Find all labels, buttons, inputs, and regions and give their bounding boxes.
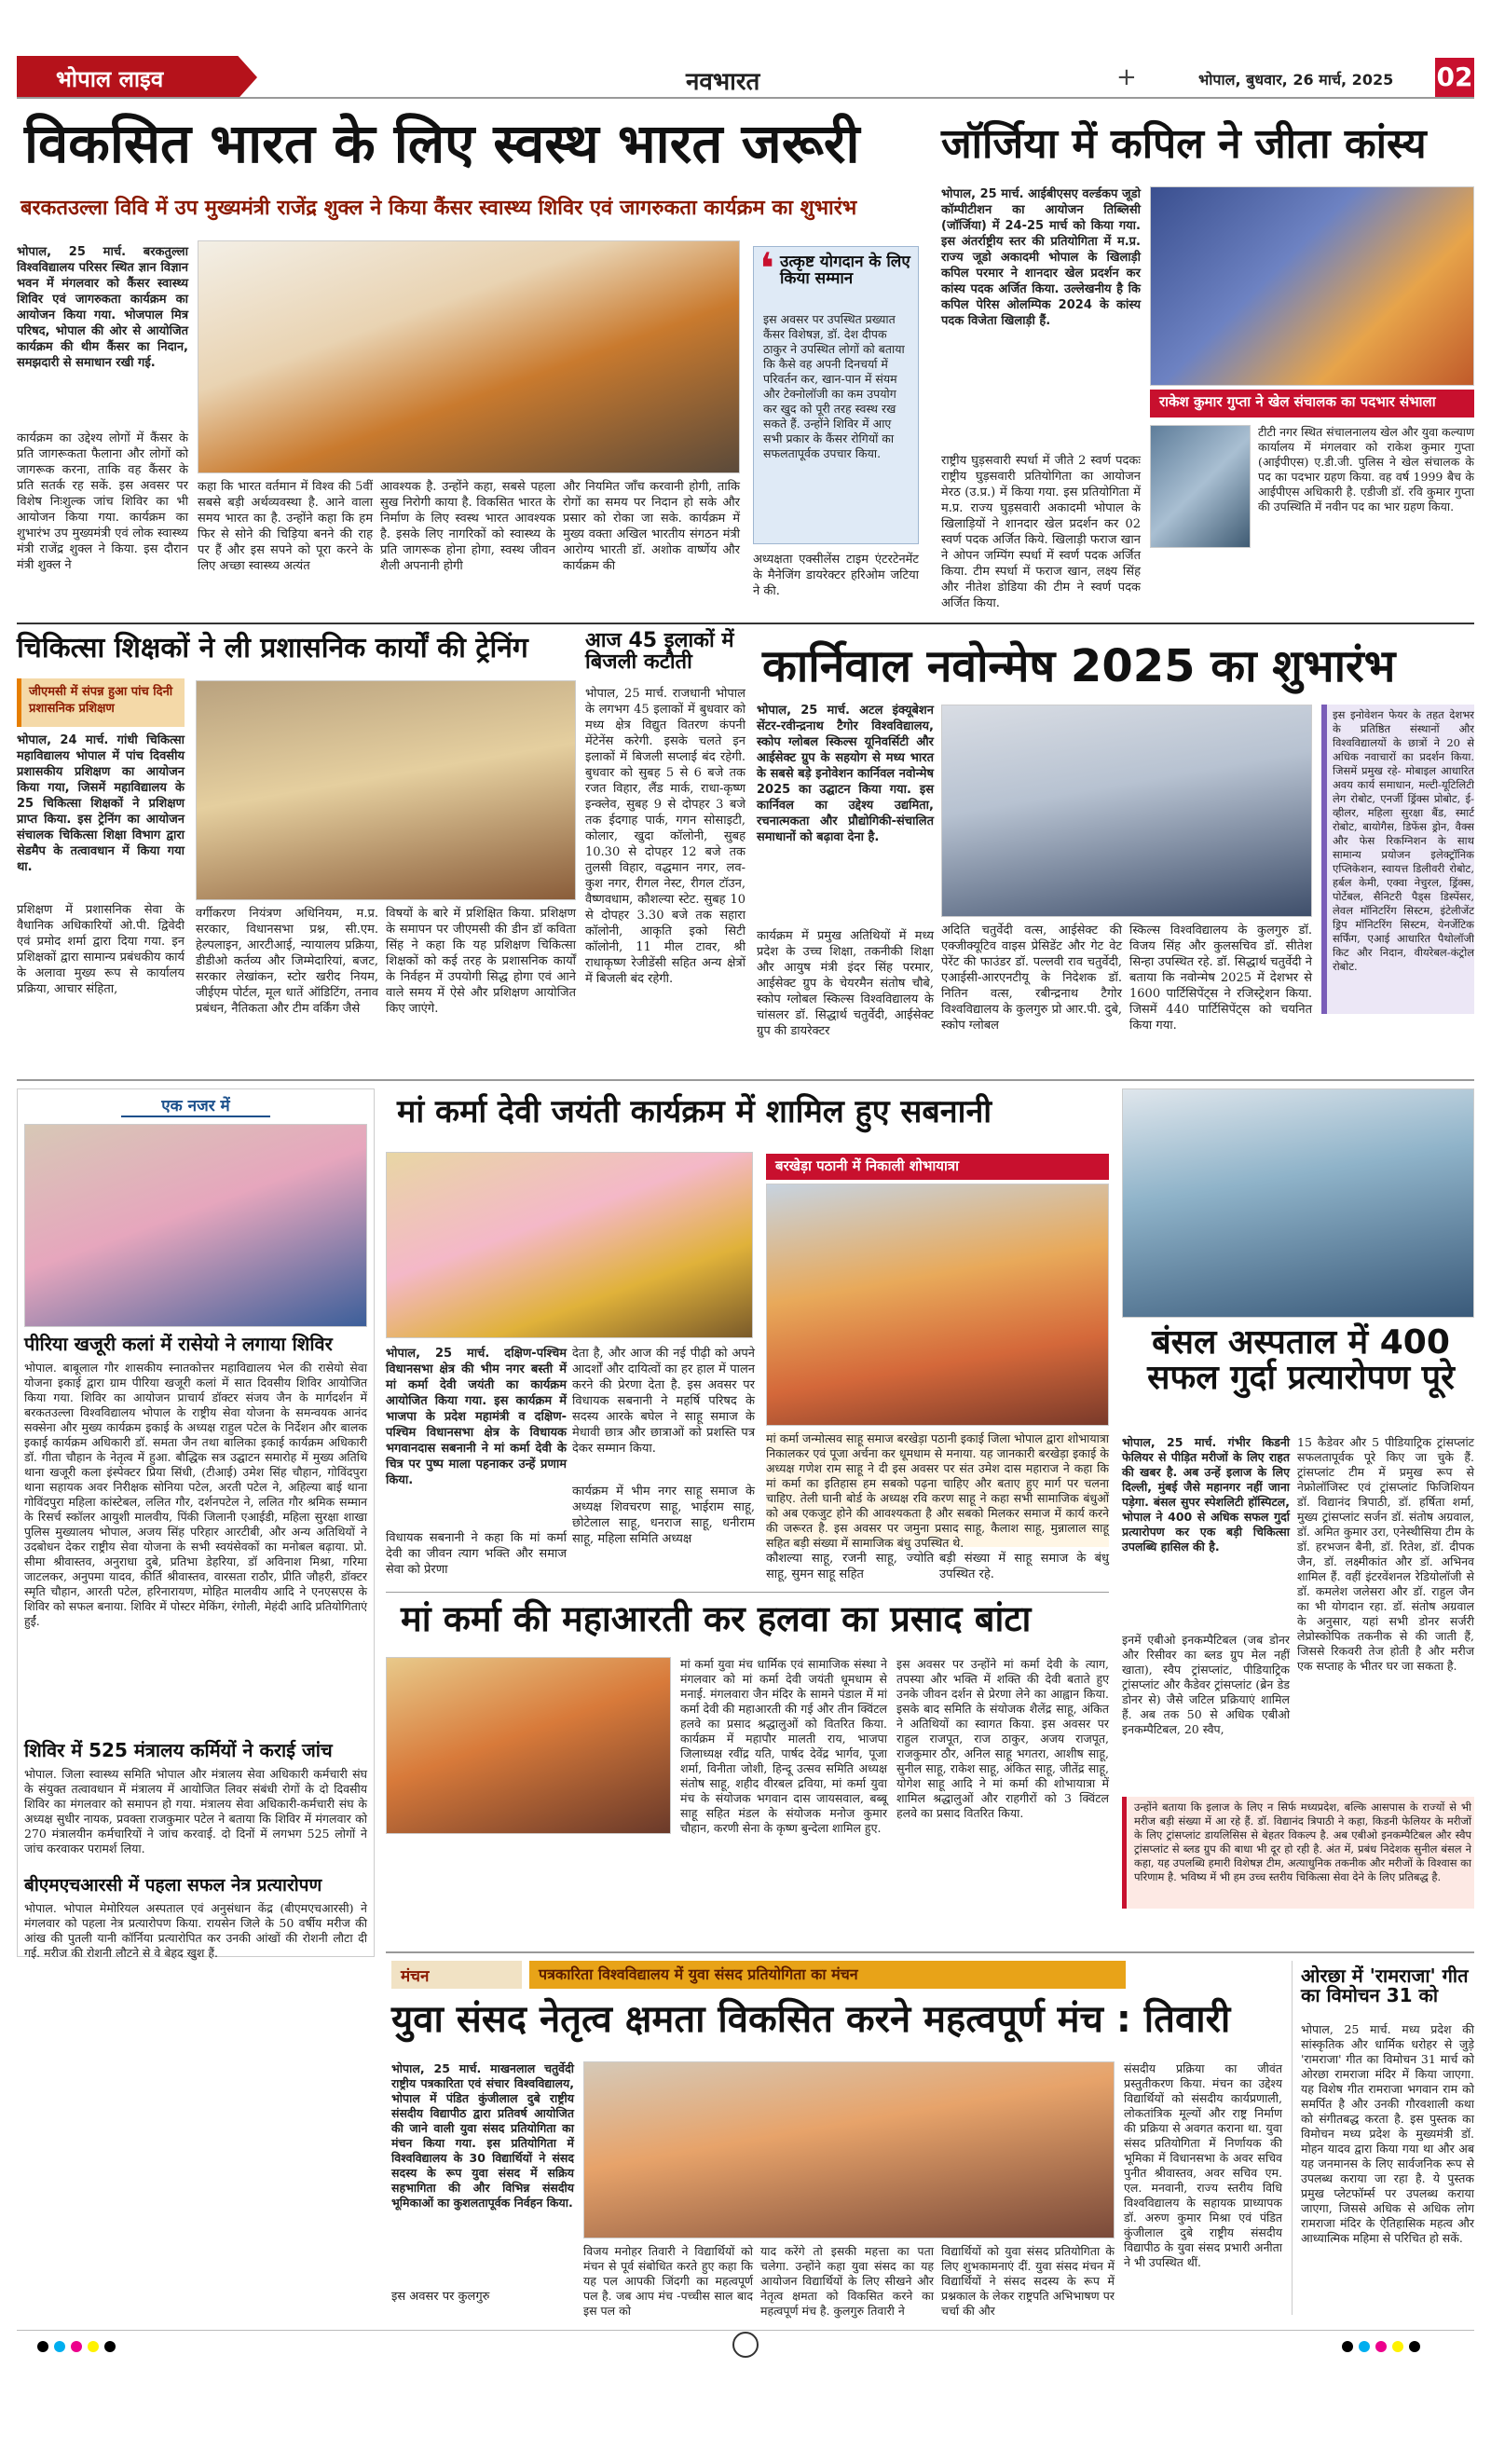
- yuva-body-3: याद करेंगे तो इसकी महत्ता का पता चलेगा. उन्होंने कहा युवा संसद का यह आयोजन विद्यार्थियों के लिए सीखने और नेतृत्व क्षमता को विकसित करने का महत्वपूर्ण मंच है. कुलगुरु तिवारी ने: [760, 2244, 934, 2318]
- registration-target-icon: [732, 2332, 759, 2358]
- carnival-box-text: इस इनोवेशन फेयर के तहत देशभर के प्रतिष्ठित संस्थानों और विश्वविद्यालयों के छात्रों ने 20 से अधिक नवाचारों का प्रदर्शन किया. जिसमें प्रमुख रहे- मोबाइल आधारित अवय कार्य समाधान, मल्टी-यूटिलिटी लेग रोबोट, एनर्जी ड्रिंक्स प्रोबोट, ई-व्हीलर, महिला सुरक्षा बैंड, स्मार्ट रोबोट, बायोगैस, डिफेंस ड्रोन, वैक्स और फेस रिकग्निशन के साथ सामान्य प्रयोजन इलेक्ट्रॉनिक एप्लिकेशन, स्वायत्त डिलीवरी रोबोट, हर्बल केमी, एक्वा नेचुरल, ड्रिंक्स, पोर्टेबल, सैनिटरी पैड्स डिस्पेंसर, लेवल मॉनिटरिंग सिस्टम, इंटेलीजेंट ड्रिप मॉनिटरिंग सिस्टम, येनर्जेटिक सर्फिंग, एआई आधारित पैथोलॉजी किट और निदान, वीयरेबल-कंट्रोल रोबोट.: [1333, 708, 1474, 973]
- orchha-body: भोपाल, 25 मार्च. मध्य प्रदेश की सांस्कृतिक और धार्मिक धरोहर से जुड़े 'रामराजा' गीत का विमोचन 31 मार्च को ओरछा रामराजा मंदिर में किया जाएगा. यह विशेष गीत रामराजा भगवान राम को समर्पित है और उनकी गौरवशाली कथा को संगीतबद्ध करता है. इस पुस्तक का विमोचन मध्य प्रदेश के मुख्यमंत्री डॉ. मोहन यादव द्वारा किया गया था और अब यह जनमानस के लिए सार्वजनिक रूप से उपलब्ध कराया जा रहा है. ये पुस्तक प्रमुख प्लेटफॉर्म्स पर उपलब्ध कराया जाएगा, जिससे अधिक से अधिक लोग रामराजा मंदिर के ऐतिहासिक महत्व और आध्यात्मिक महिमा से परिचित हो सकें.: [1301, 2022, 1474, 2245]
- ek-najar-label: एक नजर में: [121, 1094, 270, 1117]
- karma-names: कौशल्या साहू, रजनी साहू, ज्योति साहू, सुमन साहू सहित: [766, 1552, 934, 1581]
- mahaarti-body-1: मां कर्मा युवा मंच धार्मिक एवं सामाजिक संस्था ने मंगलवार को मां कर्मा देवी जयंती धूमधाम से मनाई. मंगलवारा जैन मंदिर के सामने पंडाल में मां कर्मा देवी की महाआरती की गई और तीन क्विंटल हलवे का प्रसाद श्रद्धालुओं को वितरित किया. कार्यक्रम में महापौर मालती राय, भाजपा जिलाध्यक्ष रवींद्र यति, पार्षद देवेंद्र भार्गव, पूजा शर्मा, विनीता जोशी, हिन्दू उत्सव समिति अध्यक्ष संतोष साहू, शहीद वीरबल द्रविया, मां कर्मा युवा मंच के संयोजक भगवान दास जायसवाल, बब्बू साहू सहित मंडल के संयोजक मनोज कुमार चौहान, करणी सेना के कृष्ण बुन्देला शामिल हुए.: [680, 1657, 887, 1835]
- karma-body-1: भोपाल, 25 मार्च. दक्षिण-पश्चिम विधानसभा क्षेत्र की भीम नगर बस्ती में मां कर्मा देवी जयंती का कार्यक्रम आयोजित किया गया. इस कार्यक्रम में भाजपा के प्रदेश महामंत्री व दक्षिण-पश्चिम विधानसभा क्षेत्र के विधायक भगवानदास सबनानी ने मां कर्मा देवी के चित्र पर पुष्प माला पहनाकर उन्हें प्रणाम किया.: [386, 1347, 567, 1487]
- ek-najar-photo: [24, 1124, 367, 1327]
- lead-body-1: कार्यक्रम का उद्देश्य लोगों में कैंसर के प्रति जागरूकता फैलाना और लोगों को जागरूक करना, ताकि वह कैंसर के प्रति सतर्क रह सकें. इस अवसर पर विशेष निःशुल्क जांच शिविर का भी आयोजन किया गया. कार्यक्रम का शुभारंभ उप मुख्यमंत्री एवं लोक स्वास्थ्य मंत्री राजेंद्र शुक्ल ने किया. इस दौरान मंत्री शुक्ल ने: [17, 431, 188, 572]
- masthead: [17, 56, 1474, 99]
- training-body-1: प्रशिक्षण में प्रशासनिक सेवा के वैधानिक अधिकारियों ओ.पी. द्विवेदी एवं प्रमोद शर्मा द्वारा दिया गया. इन प्रशिक्षकों द्वारा सामान्य प्रबंधकीय कार्य के अलावा मुख्य रूप से कार्यालय प्रक्रिया, आचार संहिता,: [17, 903, 185, 996]
- lead-subhead: बरकतउल्ला विवि में उप मुख्यमंत्री राजेंद्र शुक्ल ने किया कैंसर स्वास्थ्य शिविर एवं जागरुकता कार्यक्रम का शुभारंभ: [21, 197, 857, 220]
- training-intro: भोपाल, 24 मार्च. गांधी चिकित्सा महाविद्यालय भोपाल में पांच दिवसीय प्रशासकीय प्रशिक्षण का आयोजन किया गया, जिसमें महाविद्यालय के 25 चिकित्सा शिक्षकों ने प्रशिक्षण प्राप्त किया. इस ट्रेनिंग का आयोजन संचालक चिकित्सा शिक्षा विभाग द्वारा सेडमैप के तत्वावधान में किया गया था.: [17, 733, 185, 874]
- karma-caption-body: मां कर्मा जन्मोत्सव साहू समाज बरखेड़ा पठानी इकाई जिला भोपाल द्वारा शोभायात्रा निकालकर एवं पूजा अर्चना कर धूमधाम से मनाया. यह जानकारी बरखेड़ा इकाई के अध्यक्ष गणेश राम साहू ने दी इस अवसर पर संत उमेश दास महाराज ने कहा कि मां कर्मा का इतिहास हम सबको पढ़ना चाहिए और बताए हुए मार्ग पर चलना चाहिए. तेली घानी बोर्ड के अध्यक्ष रवि करण साहू ने कहा सभी सामाजिक बंधुओं को अब एकजुट होने की आवश्यकता है और सबको मिलकर समाज में कार्य करने की जरूरत है. इस अवसर पर जमुना प्रसाद साहू, कैलाश साहू, मुन्नालाल साहू सहित बड़ी संख्या में सामाजिक बंधु उपस्थित थे.: [766, 1431, 1109, 1550]
- orchha-headline: ओरछा में 'रामराजा' गीत का विमोचन 31 को: [1301, 1964, 1469, 2006]
- section-label-text: भोपाल लाइव: [56, 66, 164, 92]
- divider-row-3: [386, 1951, 1474, 1953]
- georgia-caption-body: टीटी नगर स्थित संचालनालय खेल और युवा कल्याण कार्यालय में मंगलवार को राकेश कुमार गुप्ता (आईपीएस) ए.डी.जी. पुलिस ने खेल संचालक के पद का पदभार ग्रहण किया. वह वर्ष 1999 बैच के आईपीएस अधिकारी है. एडीजी डॉ. रवि कुमार गुप्ता की उपस्थिति में नवीन पद का भार ग्रहण किया.: [1258, 425, 1474, 513]
- carnival-intro: भोपाल, 25 मार्च. अटल इंक्यूबेशन सेंटर-रवीन्द्रनाथ टैगोर विश्वविद्यालय, स्कोप ग्लोबल स्किल्स यूनिवर्सिटी और आईसेक्ट ग्रुप के सहयोग से मध्य भारत के सबसे बड़े इनोवेशन कार्निवल नवोन्मेष 2025 का उद्घाटन किया गया. इस कार्निवल का उद्देश्य उद्यमिता, रचनात्मकता और प्रौद्योगिकी-संचालित समाधानों को बढ़ावा देना है.: [757, 704, 934, 844]
- quote-mark-icon: ❛: [759, 243, 774, 294]
- lead-tail: अध्यक्षता एक्सीलेंस टाइम एंटरटेनमेंट के मैनेजिंग डायरेक्टर हरिओम जटिया ने की.: [753, 553, 919, 598]
- registration-marks-left: [37, 2341, 116, 2352]
- ek-najar-body-1: भोपाल. बाबूलाल गौर शासकीय स्नातकोत्तर महाविद्यालय भेल की रासेयो सेवा योजना इकाई द्वारा ग्राम पीरिया खजूरी कलां में सात दिवसीय शिविर आयोजित किया गया. शिविर का आयोजन प्राचार्य डॉक्टर संजय जैन के मार्गदर्शन में बरकतउल्ला विश्वविद्यालय भोपाल के राष्ट्रीय सेवा योजना के समन्वयक आनंद सक्सेना और मुख्य कार्यक्रम इकाई के अध्यक्ष राहुल पटेल के निर्देशन और बालक इकाई कार्यक्रम अधिकारी डॉ. समता जैन तथा बालिका इकाई कार्यक्रम अधिकारी डॉ. गीता चौहान के नेतृत्व में हुआ. बौद्धिक सत्र उद्घाटन समारोह में मुख्य अतिथि थाना खजूरी कला इंस्पेक्टर प्रिया सिंधी, (टीआई) उमेश सिंह चौहान, गोविंदपुरा थाना सहायक अवर निरीक्षक सोनिया पटेल, अरती पटेल ने, अहिल्या बाई थाना गोविंदपुरा महिला कांस्टेबल, ललित गौर, दर्शनपटेल ने, ललित गौर श्रमिक सम्मान के रिसर्च स्कॉलर आयुशी मालवीय, पिंकी जिलानी एआईडी, महिला सुरक्षा शाखा पुलिस मुख्यालय भोपाल, अजय सिंह परिहार आरटीबी, और अन्य अतिथियों ने उदबोधन देकर राष्ट्रीय सेवा योजना के सभी स्वयंसेवकों का मनोबल बढ़ाया. प्रो. सीमा श्रीवास्तव, अनुराधा दुबे, प्रतिभा डेहरिया, डॉ अविनाश मिश्रा, गरिमा जाटलकर, अनुपमा यादव, कीर्ति श्रीवास्तव, वारसता राठौर, प्रीति जौहरी, डॉक्टर स्मृति चौहान, आरती पटेल, हरिनारायण, मोहित मालवीय आदि ने एनएसएस के शिविर को सफल बनाया. शिविर में पोस्टर मेकिंग, रंगोली, मेहंदी आदि प्रतियोगिताएं हुईं.: [24, 1361, 367, 1628]
- bansal-box-text: उन्होंने बताया कि इलाज के लिए न सिर्फ मध्यप्रदेश, बल्कि आसपास के राज्यों से भी मरीज बड़ी संख्या में आ रहे हैं. डॉ. विद्यानंद त्रिपाठी ने कहा, किडनी फेलियर के मरीजों के लिए ट्रांसप्लांट डायलिसिस से बेहतर विकल्प है. अब एबीओ इनकम्पैटिबल और स्वैप ट्रांसप्लांट से ब्लड ग्रुप की बाधा भी दूर हो रही है. अंत में, प्रबंध निदेशक सुनील बंसल ने कहा, यह उपलब्धि हमारी विशेषज्ञ टीम, अत्याधुनिक तकनीक और मरीजों के विश्वास का परिणाम है. भविष्य में भी हम उच्च स्तरीय चिकित्सा सेवा देने के लिए प्रतिबद्ध है.: [1134, 1800, 1471, 1883]
- training-kicker: जीएमसी में संपन्न हुआ पांच दिनी प्रशासनिक प्रशिक्षण: [17, 678, 185, 727]
- training-headline: चिकित्सा शिक्षकों ने ली प्रशासनिक कार्यों की ट्रेनिंग: [17, 632, 528, 664]
- bansal-body-2: 15 कैडेवर और 5 पीडियाट्रिक ट्रांसप्लांट सफलतापूर्वक पूरे किए जा चुके हैं. ट्रांसप्लांट टीम में प्रमुख रूप से नेफ्रोलॉजिस्ट एवं ट्रांसप्लांट फिजिशियन डॉ. विद्यानंद त्रिपाठी, डॉ. हर्षिता शर्मा, मुख्य ट्रांसप्लांट सर्जन डॉ. संतोष अग्रवाल, डॉ. अमित कुमार उरा, एनेस्थीसिया टीम के डॉ. हरभजन बैनी, डॉ. रितेश, डॉ. दीपक जैन, डॉ. लक्ष्मीकांत और डॉ. अभिनव शामिल हैं. वहीं इंटरवेंशनल रेडियोलॉजी से डॉ. कमलेश जलेसरा और डॉ. राहुल जैन का भी योगदान रहा. डॉ. संतोष अग्रवाल के अनुसार, यहां सभी डोनर सर्जरी लेप्रोस्कोपिक तकनीक से की जाती हैं, जिससे रिकवरी तेज होती है और मरीज एक सप्ताह के भीतर घर जा सकता है.: [1297, 1435, 1474, 1673]
- karma-headline: मां कर्मा देवी जयंती कार्यक्रम में शामिल हुए सबनानी: [397, 1093, 992, 1130]
- karma-procession-photo: [766, 1184, 1109, 1426]
- bansal-headline: बंसल अस्पताल में 400 सफल गुर्दा प्रत्यारोपण पूरे: [1147, 1323, 1455, 1397]
- carnival-body-2: अदिति चतुर्वेदी वत्स, आईसेक्ट की एक्जीक्यूटिव वाइस प्रेसिडेंट और गेट वेट पेरेंट की फाउंडर डॉ. पल्लवी राव चतुर्वेदी, एआईसी-आरएनटीयू के निदेशक डॉ. नितिन वत्स, रबीन्द्रनाथ टैगोर विश्वविद्यालय के कुलगुरु प्रो आर.पी. दुबे, स्कोप ग्लोबल: [941, 924, 1122, 1033]
- lead-sidebar-title: उत्कृष्ट योगदान के लिए किया सम्मान: [780, 253, 910, 288]
- carnival-photo: [941, 705, 1312, 917]
- georgia-photo-kapil: [1150, 186, 1474, 386]
- yuva-body-1b: इस अवसर पर कुलगुरु: [391, 2290, 490, 2304]
- lead-body-4: और नियमित जाँच करवानी होगी, ताकि रोगों का समय पर निदान हो सके और प्रसार को रोका जा सके. कार्यक्रम में मुख्य वक्ता अखिल भारतीय संगठन मंत्री आरोग्य भारती डॉ. अशोक वार्ष्णेय और कार्यक्रम की: [563, 480, 740, 573]
- bansal-body-1: इनमें एबीओ इनकम्पैटिबल (जब डोनर और रिसीवर का ब्लड ग्रुप मेल नहीं खाता), स्वैप ट्रांसप्लांट, पीडियाट्रिक ट्रांसप्लांट और कैडेवर ट्रांसप्लांट (ब्रेन डेड डोनर से) जैसे जटिल प्रक्रियाएं शामिल हैं. अब तक 50 से अधिक एबीओ इनकम्पैटिबल, 20 स्वैप,: [1122, 1633, 1290, 1736]
- georgia-body-2: राष्ट्रीय घुड़सवारी स्पर्धा में जीते 2 स्वर्ण पदकः राष्ट्रीय घुड़सवारी प्रतियोगिता का आयोजन मेरठ (उ.प्र.) में किया गया. इस प्रतियोगिता में म.प्र. राज्य घुड़सवारी अकादमी भोपाल के खिलाड़ियों ने शानदार खेल प्रदर्शन कर 02 स्वर्ण पदक अर्जित किये. खिलाड़ी फराज खान ने ओपन जम्पिंग स्पर्धा में स्वर्ण पदक अर्जित किया. टीम स्पर्धा में फराज खान, लक्ष्य सिंह और नीतेश डोडिया की टीम ने स्वर्ण पदक अर्जित किया.: [941, 454, 1141, 610]
- dateline: भोपाल, बुधवार, 26 मार्च, 2025: [1198, 71, 1394, 89]
- ek-najar-body-3: भोपाल. भोपाल मेमोरियल अस्पताल एवं अनुसंधान केंद्र (बीएमएचआरसी) ने मंगलवार को पहला नेत्र प्रत्यारोपण किया. रायसेन जिले के 50 वर्षीय मरीज की आंख की पुतली यानी कॉर्निया प्रत्यारोपित कर उनकी आंखों की रोशनी लौटा दी गई. मरीज की रोशनी लौटने से वे बेहद खुश हैं.: [24, 1901, 367, 1960]
- registration-cross-icon: +: [1116, 63, 1137, 91]
- ek-najar-headline-3: बीएमएचआरसी में पहला सफल नेत्र प्रत्यारोपण: [24, 1875, 322, 1896]
- footer-rule: [17, 2330, 1474, 2331]
- registration-marks-right: [1342, 2341, 1420, 2352]
- yuva-label: मंचन: [391, 1961, 522, 1989]
- karma-body-2: देता है, और आज की नई पीढ़ी को अपने आदर्शों और दायित्वों का हर हाल में पालन करने की प्रेरणा देता है. इस अवसर पर विधायक सबनानी ने महर्षि परिषद के सदस्य आरके बघेल ने साहू समाज के मेधावी छात्र और छात्राओं को प्रशस्ति पत्र देकर सम्मान किया.: [572, 1347, 755, 1456]
- masthead-rule: [17, 97, 1474, 99]
- lead-headline: विकसित भारत के लिए स्वस्थ भारत जरूरी: [24, 112, 860, 175]
- bansal-box: [1122, 1797, 1474, 1909]
- karma-caption: बरखेड़ा पठानी में निकाली शोभायात्रा: [766, 1154, 1109, 1180]
- yuva-photo: [583, 2061, 1115, 2238]
- lead-sidebar-body: इस अवसर पर उपस्थित प्रख्यात कैंसर विशेषज्ञ, डॉ. देश दीपक ठाकुर ने उपस्थित लोगों को बताया कि कैसे वह अपनी दिनचर्या में परिवर्तन कर, खान-पान में संयम और टेक्नोलॉजी का कम उपयोग कर खुद को पूरी तरह स्वस्थ रख सकते हैं. उन्होंने शिविर में आए सभी प्रकार के कैंसर रोगियों का सफलतापूर्वक उपचार किया.: [763, 312, 905, 460]
- carnival-box: [1321, 705, 1474, 1014]
- bansal-photo: [1122, 1088, 1474, 1318]
- mahaarti-photo: [386, 1657, 671, 1834]
- paper-name: नवभारत: [686, 68, 760, 96]
- carnival-headline: कार्निवाल नवोन्मेष 2025 का शुभारंभ: [762, 640, 1396, 692]
- mahaarti-body-2: इस अवसर पर उन्होंने मां कर्मा देवी के त्याग, तपस्या और भक्ति में शक्ति की देवी बताते हुए उनके जीवन दर्शन से प्रेरणा लेने का आह्वान किया. इसके बाद समिति के संयोजक शैलेंद्र साहू, अंकित ने अतिथियों का स्वागत किया. इस अवसर पर राहुल राजपूत, राज ठाकुर, अजय राजपूत, राजकुमार ठौर, अनिल साहू भगतरा, आशीष साहू, सुनील साहू, राकेश साहू, अंकित साहू, जीतेंद्र साहू, योगेश साहू आदि ने मां कर्मा की शोभायात्रा में शामिल श्रद्धालुओं और राहगीरों को 3 क्विंटल हलवे का प्रसाद वितरित किया.: [896, 1657, 1109, 1820]
- divider-karma: [386, 1592, 1109, 1593]
- yuva-headline: युवा संसद नेतृत्व क्षमता विकसित करने महत्वपूर्ण मंच : तिवारी: [391, 1998, 1231, 2041]
- divider-row-1: [17, 623, 1474, 624]
- ek-najar-body-2: भोपाल. जिला स्वास्थ्य समिति भोपाल और मंत्रालय सेवा अधिकारी कर्मचारी संघ के संयुक्त तत्वावधान में मंत्रालय में आयोजित लिवर संबंधी रोगों के दो दिवसीय शिविर का मंगलवार को समापन हो गया. मंत्रालय सेवा अधिकारी-कर्मचारी संघ के अध्यक्ष सुधीर नायक, प्रवक्ता राजकुमार पटेल ने बताया कि शिविर में मंगलवार को 270 मंत्रालयीन कर्मचारियों ने जांच करवाई. दो दिनों में लगभग 525 लोगों ने जांच करवाकर परामर्श लिया.: [24, 1767, 367, 1855]
- lead-photo-minister: [198, 240, 740, 473]
- power-headline: आज 45 इलाकों में बिजली कटौती: [585, 629, 734, 675]
- carnival-body-1: कार्यक्रम में प्रमुख अतिथियों में मध्य प्रदेश के उच्च शिक्षा, तकनीकी शिक्षा और आयुष मंत्री इंदर सिंह परमार, आईसेक्ट ग्रुप के चेयरमैन संतोष चौबे, स्कोप ग्लोबल स्किल्स विश्वविद्यालय के चांसलर डॉ. सिद्धार्थ चतुर्वेदी, आईसेक्ट ग्रुप की डायरेक्टर: [757, 929, 934, 1038]
- georgia-body: भोपाल, 25 मार्च. आईबीएसए वर्ल्डकप जूडो कॉम्पीटीशन का आयोजन तिब्लिसी (जॉर्जिया) में 24-25 मार्च को किया गया. इस अंतर्राष्ट्रीय स्तर की प्रतियोगिता में म.प्र. राज्य जूडो अकादमी भोपाल के खिलाड़ी कपिल परमार ने शानदार खेल प्रदर्शन कर कांस्य पदक अर्जित किया. उल्लेखनीय है कि कपिल पेरिस ओलम्पिक 2024 के कांस्य पदक विजेता खिलाड़ी हैं.: [941, 187, 1141, 328]
- karma-photo: [386, 1152, 753, 1338]
- lead-body-2: कहा कि भारत वर्तमान में विश्व की 5वीं सबसे बड़ी अर्थव्यवस्था है. आने वाला समय भारत का है. उन्होंने कहा कि हम फिर से सोने की चिड़िया बनने की राह पर हैं और इस सपने को पूरा करने के लिए अच्छा स्वास्थ्य अत्यंत: [198, 480, 373, 573]
- divider-row-2: [17, 1079, 1474, 1081]
- yuva-body-1: भोपाल, 25 मार्च. माखनलाल चतुर्वेदी राष्ट्रीय पत्रकारिता एवं संचार विश्वविद्यालय, भोपाल में पंडित कुंजीलाल दुबे राष्ट्रीय संसदीय विद्यापीठ द्वारा प्रतिवर्ष आयोजित की जाने वाली युवा संसद प्रतियोगिता का मंचन किया गया. इस प्रतियोगिता में विश्वविद्यालय के 30 विद्यार्थियों ने संसद सदस्य के रूप युवा संसद में सक्रिय सहभागिता की और विभिन्न संसदीय भूमिकाओं का कुशलतापूर्वक निर्वहन किया.: [391, 2061, 574, 2210]
- ek-najar-headline-2: शिविर में 525 मंत्रालय कर्मियों ने कराई जांच: [24, 1739, 333, 1761]
- karma-names-2: बड़ी संख्या में साहू समाज के बंधु उपस्थित रहे.: [939, 1552, 1109, 1581]
- karma-body-1b: विधायक सबनानी ने कहा कि मां कर्मा देवी का जीवन त्याग भक्ति और समाज सेवा को प्रेरणा: [386, 1531, 567, 1577]
- lead-sidebar-box: [753, 243, 919, 544]
- karma-body-2b: कार्यक्रम में भीम नगर साहू समाज के अध्यक्ष शिवचरण साहू, भाईराम साहू, छोटेलाल साहू, धनराज साहू, धनीराम साहू, महिला समिति अध्यक्ष: [572, 1485, 755, 1546]
- training-body-2: वर्गीकरण नियंत्रण अधिनियम, म.प्र. सरकार, विधानसभा प्रश्न, सी.एम. हेल्पलाइन, आरटीआई, न्यायालय प्रक्रिया, डीडीओ कर्तव्य और जिम्मेदारियां, बजट, सरकार लेखांकन, स्टोर खरीद नियम, जीईएम पोर्टल, मूल धातें ऑडिटिंग, तनाव प्रबंधन, नैतिकता और टीम वर्किंग जैसे: [196, 907, 378, 1016]
- ek-najar-headline-1: पीरिया खजूरी कलां में रासेयो ने लगाया शिविर: [24, 1333, 333, 1355]
- yuva-strap: पत्रकारिता विश्वविद्यालय में युवा संसद प्रतियोगिता का मंचन: [529, 1961, 1126, 1989]
- georgia-caption: राकेश कुमार गुप्ता ने खेल संचालक का पदभार संभाला: [1150, 390, 1474, 418]
- yuva-body-2: विजय मनोहर तिवारी ने विद्यार्थियों को मंचन से पूर्व संबोधित करते हुए कहा कि यह पल आपकी जिंदगी का महत्वपूर्ण पल है. जब आप मंच -पच्चीस साल बाद इस पल को: [583, 2244, 753, 2318]
- lead-intro: भोपाल, 25 मार्च. बरकतुल्ला विश्वविद्यालय परिसर स्थित ज्ञान विज्ञान भवन में मंगलवार को कैंसर स्वास्थ्य शिविर एवं जागरुकता कार्यक्रम का आयोजन किया गया. भोजपाल मित्र परिषद, भोपाल की ओर से आयोजित कार्यक्रम की थीम कैंसर का निदान, समझदारी से समाधान रखी गई.: [17, 245, 188, 370]
- training-photo: [196, 680, 576, 900]
- georgia-photo-gupta: [1150, 425, 1251, 548]
- lead-body-3: आवश्यक है. उन्होंने कहा, सबसे पहला सुख निरोगी काया है. विकसित भारत के निर्माण के लिए स्वस्थ भारत आवश्यक है. इसके लिए नागरिकों को स्वास्थ्य के प्रति जागरूक होना होगा, स्वस्थ जीवन शैली अपनानी होगी: [380, 480, 555, 573]
- page-number: 02: [1435, 58, 1474, 97]
- bansal-intro: भोपाल, 25 मार्च. गंभीर किडनी फेलियर से पीड़ित मरीजों के लिए राहत की खबर है. अब उन्हें इलाज के लिए दिल्ली, मुंबई जैसे महानगर नहीं जाना पड़ेगा. बंसल सुपर स्पेशलिटी हॉस्पिटल, भोपाल ने 400 से अधिक सफल गुर्दा प्रत्यारोपण कर एक बड़ी चिकित्सा उपलब्धि हासिल की है.: [1122, 1435, 1290, 1554]
- training-body-3: विषयों के बारे में प्रशिक्षित किया. प्रशिक्षण के समापन पर जीएमसी की डीन डॉ कविता सिंह ने कहा कि यह प्रशिक्षण चिकित्सा शिक्षकों को कई तरह के प्रशासनिक कार्यों के निर्वहन में उपयोगी सिद्ध होगा एवं आने वाले समय में ऐसे और प्रशिक्षण आयोजित किए जाएंगे.: [386, 907, 576, 1016]
- yuva-body-4: विद्यार्थियों को युवा संसद प्रतियोगिता के लिए शुभकामनाएं दीं. युवा संसद मंचन में विद्यार्थियों ने संसद सदस्य के रूप में प्रश्नकाल के लेकर राष्ट्रपति अभिभाषण पर चर्चा की और: [941, 2244, 1115, 2318]
- georgia-headline: जॉर्जिया में कपिल ने जीता कांस्य: [941, 120, 1427, 168]
- yuva-body-5: संसदीय प्रक्रिया का जीवंत प्रस्तुतीकरण किया. मंचन का उद्देश्य विद्यार्थियों को संसदीय कार्यप्रणाली, लोकतांत्रिक मूल्यों और राष्ट्र निर्माण की प्रक्रिया से अवगत कराना था. युवा संसद प्रतियोगिता में निर्णायक की भूमिका में विधानसभा के अवर सचिव पुनीत श्रीवास्तव, अवर सचिव एम. एल. मनवानी, राज्य स्तरीय विधि विश्वविद्यालय के सहायक प्राध्यापक डॉ. अरुण कुमार मिश्रा एवं पंडित कुंजीलाल दुबे राष्ट्रीय संसदीय विद्यापीठ के युवा संसद प्रभारी अनीता ने भी उपस्थित थीं.: [1124, 2061, 1282, 2269]
- mahaarti-headline: मां कर्मा की महाआरती कर हलवा का प्रसाद बांटा: [401, 1598, 1032, 1639]
- carnival-body-3: स्किल्स विश्वविद्यालय के कुलगुरु डॉ. विजय सिंह और कुलसचिव डॉ. सीतेश सिन्हा उपस्थित रहे. डॉ. सिद्धार्थ चतुर्वेदी ने बताया कि नवोन्मेष 2025 में देशभर से 1600 पार्टिसिपेंट्स ने रजिस्ट्रेशन किया. जिसमें 440 पार्टिसिपेंट्स को चयनित किया गया.: [1129, 924, 1312, 1033]
- power-body: भोपाल, 25 मार्च. राजधानी भोपाल के लगभग 45 इलाकों में बुधवार को मध्य क्षेत्र विद्युत वितरण कंपनी मेंटेनेंस करेगी. इसके चलते इन इलाकों में बिजली सप्लाई बंद रहेगी. बुधवार को सुबह 5 से 6 बजे तक रजत विहार, लैंड मार्क, राधा-कृष्ण इन्क्लेव, सुबह 9 से दोपहर 3 बजे तक ईदगाह पार्क, गगन सोसाइटी, कोलार, खुदा कॉलोनी, सुबह 10.30 से दोपहर 12 बजे तक तुलसी विहार, वद्धमान नगर, लव-कुश नगर, रीगल नेस्ट, रीगल टॉउन, वैष्णवधाम, कौशल्या स्टेट. सुबह 10 से दोपहर 3.30 बजे तक सहारा कॉलोनी, आकृति इको सिटी कॉलोनी, 11 मील टावर, श्री राधाकृष्ण रेजीडेंसी सहित अन्य क्षेत्रों में बिजली बंद रहेगी.: [585, 687, 746, 986]
